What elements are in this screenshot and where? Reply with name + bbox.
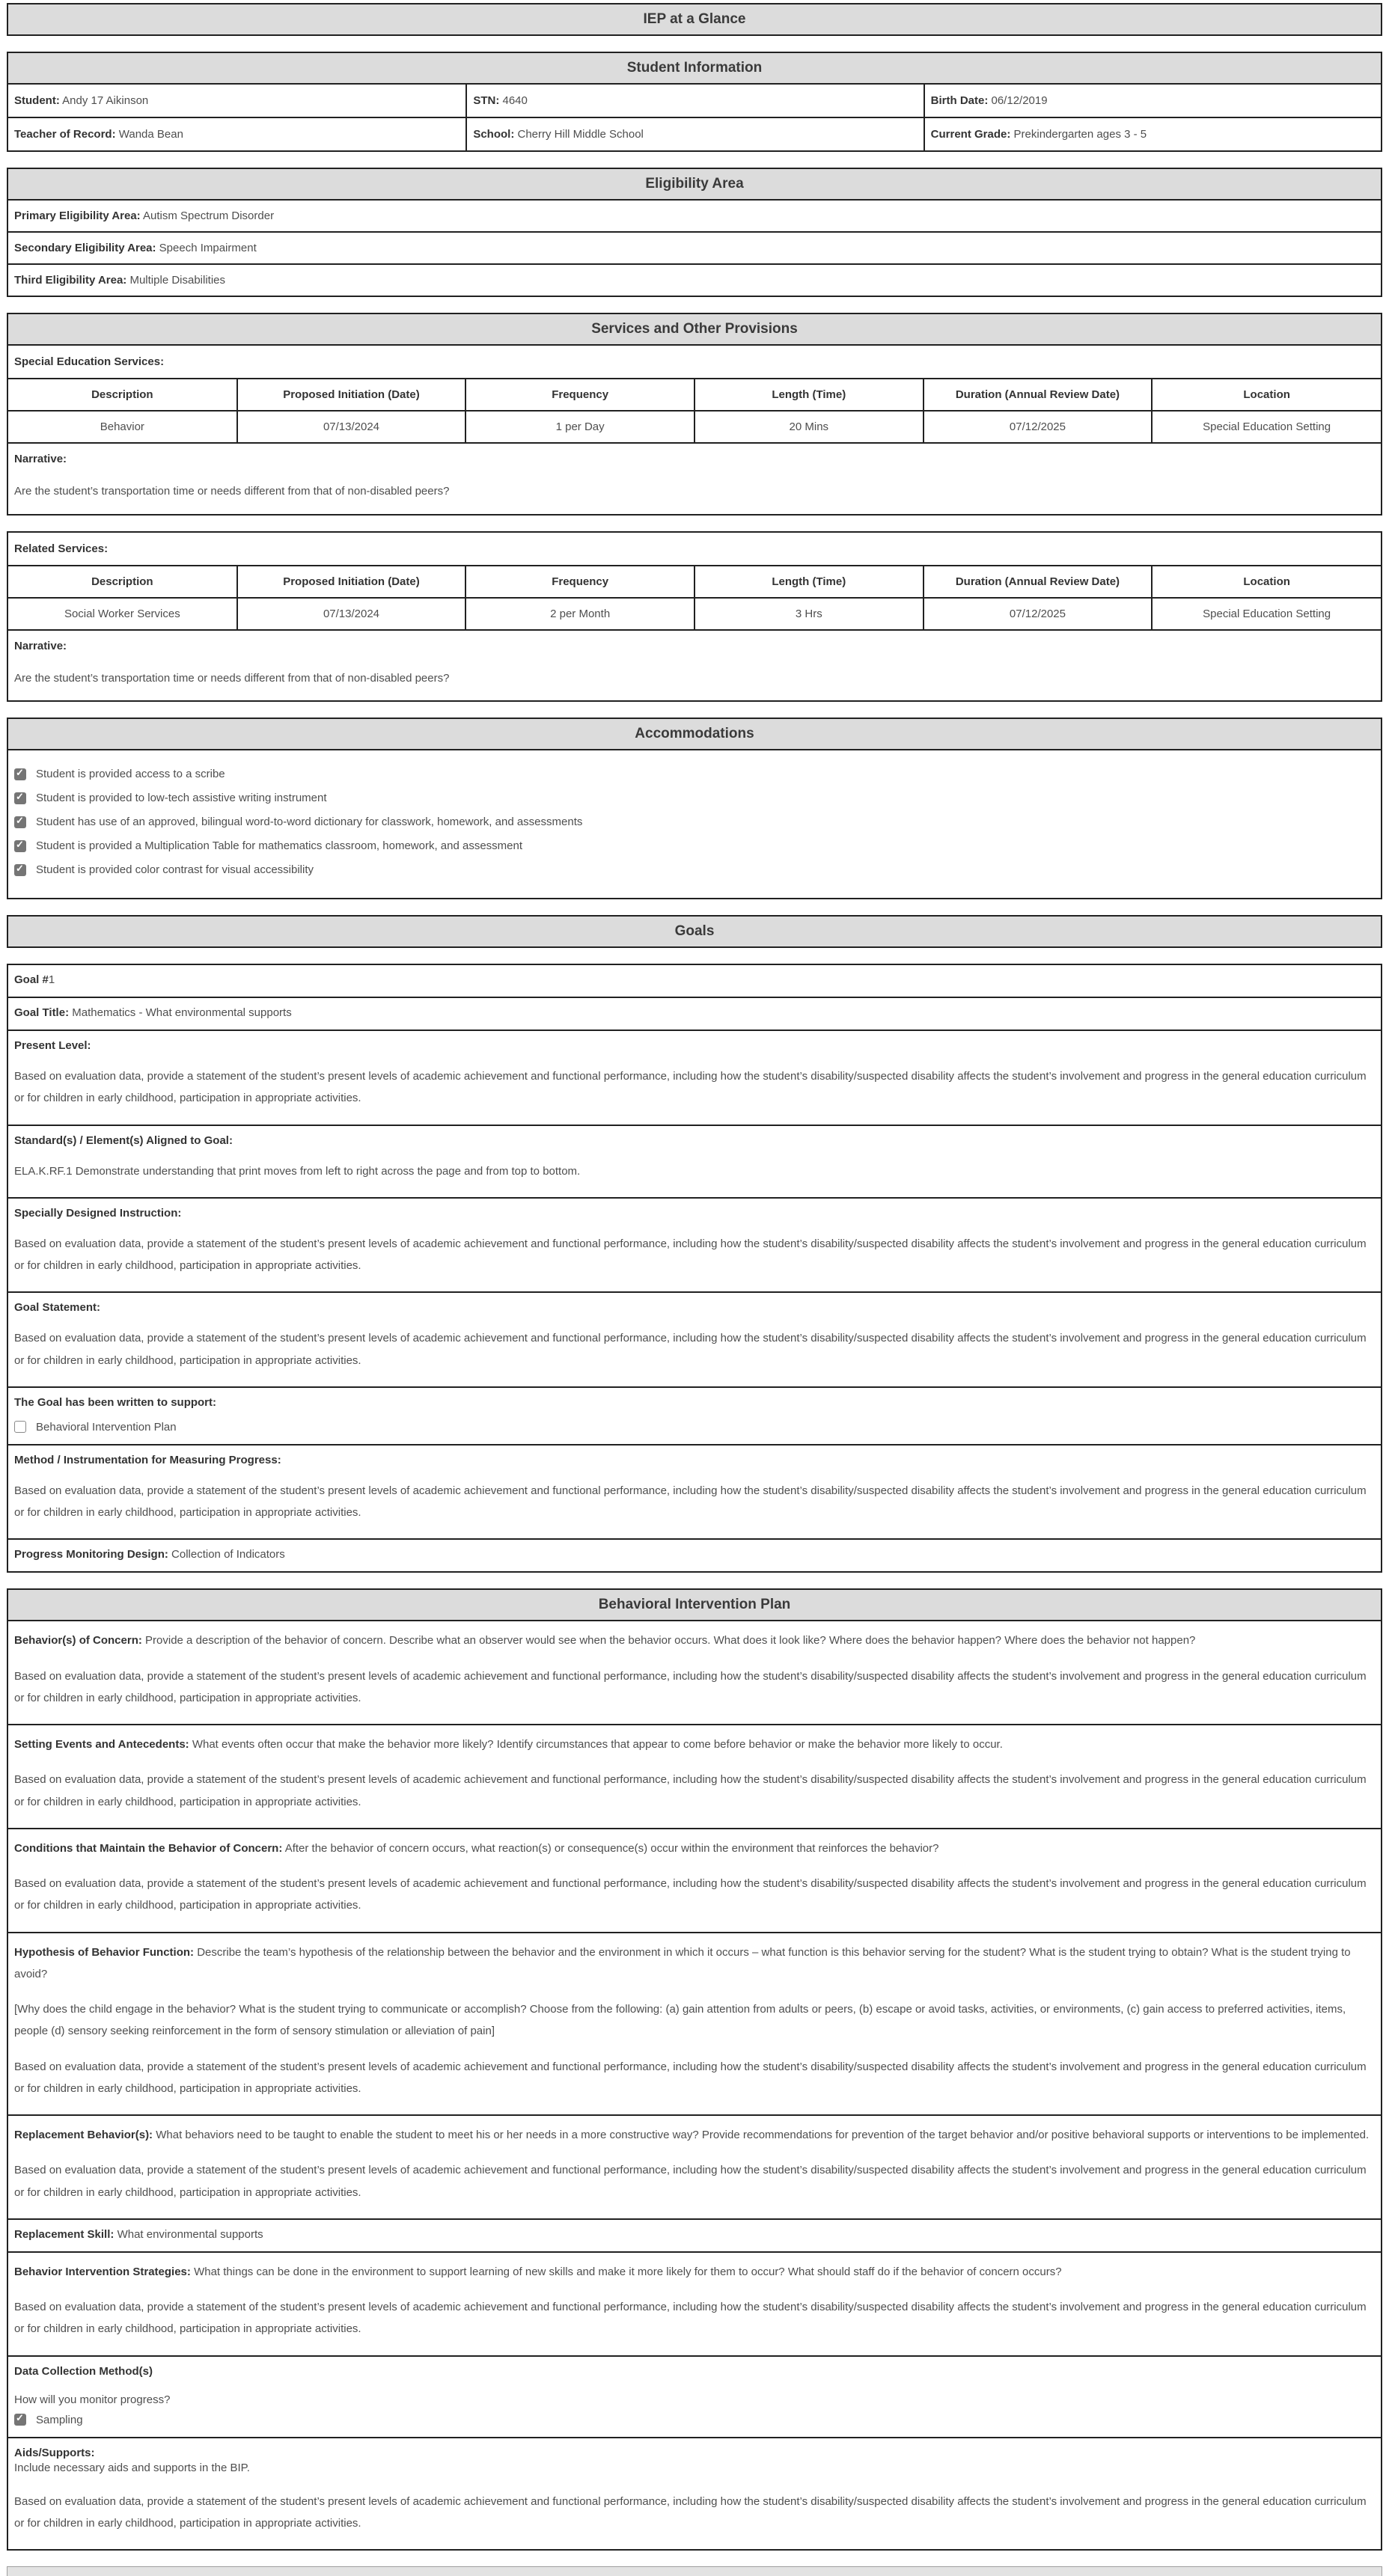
- boilerplate-text: Based on evaluation data, provide a statement of the student’s present levels of academic achievement and functional performance, including how the student’s disability/suspected disability affects the student’s involvement and progress in the general education curriculum or for children in early childhood, participation in appropriate activities.: [14, 1669, 1367, 1704]
- measuring-progress-row: [8, 1444, 1381, 1539]
- col-proposed-initiation: Proposed Initiation (Date): [237, 379, 466, 411]
- boilerplate-text: Based on evaluation data, provide a statement of the student’s present levels of academic achievement and functional performance, including how the student’s disability/suspected disability affects the student’s involvement and progress in the general education curriculum or for children in early childhood, participation in appropriate activities.: [14, 2301, 1367, 2336]
- bip-header: Behavioral Intervention Plan: [8, 1590, 1381, 1621]
- field-label: Goal Title:: [14, 1006, 70, 1019]
- student-information-section: [7, 52, 1382, 152]
- prompt-text: Describe the team’s hypothesis of the relationship between the behavior and the environment in which it occurs – what function is this behavior serving for the student? What is the student trying to obtain? What is the student trying to avoid?: [14, 1945, 1351, 1980]
- standards-row: [8, 1125, 1381, 1197]
- student-information-grid: [8, 85, 1381, 150]
- col-description: Description: [8, 566, 237, 598]
- prompt-line: [14, 1734, 1375, 1755]
- checkbox-label: Behavioral Intervention Plan: [36, 1420, 177, 1434]
- birth-date-field: [924, 85, 1381, 117]
- prompt-line: [14, 1630, 1375, 1651]
- field-value: Collection of Indicators: [171, 1548, 285, 1561]
- field-label: Aids/Supports:: [14, 2446, 95, 2459]
- field-label: Third Eligibility Area:: [14, 274, 127, 287]
- stn-field: [465, 85, 923, 117]
- narrative-label: Narrative:: [14, 453, 67, 465]
- table-header-row: [8, 379, 1381, 411]
- accommodation-label: Student is provided access to a scribe: [36, 768, 225, 780]
- accommodation-item: [14, 768, 1375, 780]
- goal-number-label: Goal #: [14, 973, 49, 986]
- data-collection-row: [8, 2355, 1381, 2437]
- field-value: Cherry Hill Middle School: [517, 128, 644, 141]
- accommodation-label: Student has use of an approved, bilingual word-to-word dictionary for classwork, homework, and assessments: [36, 816, 583, 828]
- related-services-label: Related Services:: [14, 542, 109, 555]
- checkbox[interactable]: [14, 864, 26, 876]
- field-label: STN:: [473, 94, 500, 107]
- field-label: Student:: [14, 94, 60, 107]
- cell-description: Behavior: [8, 411, 237, 443]
- present-level-row: [8, 1030, 1381, 1125]
- boilerplate-text: Based on evaluation data, provide a statement of the student’s present levels of academic achievement and functional performance, including how the student’s disability/suspected disability affects the student’s involvement and progress in the general education curriculum or for children in early childhood, participation in appropriate activities.: [14, 1332, 1367, 1367]
- monitor-progress-question: How will you monitor progress?: [14, 2393, 171, 2406]
- current-grade-field: [924, 117, 1381, 150]
- col-proposed-initiation: Proposed Initiation (Date): [237, 566, 466, 598]
- goal-number-value: 1: [48, 973, 55, 986]
- field-label: Method / Instrumentation for Measuring Progress:: [14, 1453, 281, 1466]
- field-value: Mathematics - What environmental supports: [72, 1006, 292, 1019]
- boilerplate-text: Based on evaluation data, provide a statement of the student’s present levels of academic achievement and functional performance, including how the student’s disability/suspected disability affects the student’s involvement and progress in the general education curriculum or for children in early childhood, participation in appropriate activities.: [14, 2494, 1367, 2530]
- col-frequency: Frequency: [465, 379, 694, 411]
- narrative-block: [8, 444, 1381, 514]
- field-value: Multiple Disabilities: [129, 274, 226, 287]
- field-label: Current Grade:: [930, 128, 1011, 141]
- goals-header: Goals: [8, 917, 1381, 946]
- boilerplate-text: Based on evaluation data, provide a statement of the student’s present levels of academic achievement and functional performance, including how the student’s disability/suspected disability affects the student’s involvement and progress in the general education curriculum or for children in early childhood, participation in appropriate activities.: [14, 1237, 1367, 1272]
- field-value: Autism Spectrum Disorder: [143, 209, 275, 222]
- teacher-of-record-field: [8, 117, 465, 150]
- cell-frequency: 1 per Day: [465, 411, 694, 443]
- field-label: Conditions that Maintain the Behavior of Concern:: [14, 1841, 283, 1855]
- replacement-behavior-row: [8, 2114, 1381, 2218]
- field-label: Primary Eligibility Area:: [14, 209, 141, 222]
- hypothesis-row: [8, 1932, 1381, 2115]
- col-length: Length (Time): [694, 566, 924, 598]
- cell-description: Social Worker Services: [8, 598, 237, 630]
- eligibility-header: Eligibility Area: [8, 169, 1381, 201]
- aids-text: Include necessary aids and supports in the BIP.: [14, 2461, 250, 2474]
- col-frequency: Frequency: [465, 566, 694, 598]
- checkbox[interactable]: [14, 816, 26, 828]
- goal-detail-section: [7, 964, 1382, 1573]
- checkbox[interactable]: [14, 2414, 26, 2426]
- prompt-line: [14, 1942, 1375, 1986]
- field-label: Behavior(s) of Concern:: [14, 1634, 142, 1648]
- cell-duration: 07/12/2025: [924, 598, 1153, 630]
- boilerplate-text: Based on evaluation data, provide a statement of the student’s present levels of academic achievement and functional performance, including how the student’s disability/suspected disability affects the student’s involvement and progress in the general education curriculum or for children in early childhood, participation in appropriate activities.: [14, 1877, 1367, 1912]
- goal-statement-row: [8, 1291, 1381, 1386]
- field-label: Teacher of Record:: [14, 128, 116, 141]
- specially-designed-instruction-row: [8, 1197, 1381, 1292]
- field-label: Setting Events and Antecedents:: [14, 1738, 189, 1751]
- goal-support-option: [14, 1421, 1375, 1434]
- title-box: [7, 3, 1382, 36]
- accommodation-label: Student is provided color contrast for visual accessibility: [36, 863, 314, 876]
- services-header: Services and Other Provisions: [8, 314, 1381, 346]
- primary-eligibility-row: [8, 201, 1381, 231]
- conditions-maintain-row: [8, 1828, 1381, 1932]
- cell-proposed-initiation: 07/13/2024: [237, 411, 466, 443]
- field-label: Birth Date:: [930, 94, 989, 107]
- boilerplate-text: Based on evaluation data, provide a statement of the student’s present levels of academic achievement and functional performance, including how the student’s disability/suspected disability affects the student’s involvement and progress in the general education curriculum or for children in early childhood, participation in appropriate activities.: [14, 1773, 1367, 1808]
- field-value: Wanda Bean: [118, 128, 183, 141]
- table-row: [8, 598, 1381, 630]
- field-label: Progress Monitoring Design:: [14, 1548, 168, 1561]
- accommodation-label: Student is provided a Multiplication Table for mathematics classroom, homework, and assessment: [36, 839, 523, 852]
- data-collection-option: [14, 2414, 1375, 2426]
- boilerplate-text: Based on evaluation data, provide a statement of the student’s present levels of academic achievement and functional performance, including how the student’s disability/suspected disability affects the student’s involvement and progress in the general education curriculum or for children in early childhood, participation in appropriate activities.: [14, 1070, 1367, 1105]
- field-label: Specially Designed Instruction:: [14, 1206, 182, 1220]
- prompt-text: What things can be done in the environment to support learning of new skills and make it more likely for them to occur? What should staff do if the behavior of concern occurs?: [194, 2265, 1062, 2278]
- progress-monitoring-design-row: [8, 1538, 1381, 1571]
- third-eligibility-row: [8, 263, 1381, 296]
- cell-frequency: 2 per Month: [465, 598, 694, 630]
- col-location: Location: [1152, 379, 1381, 411]
- narrative-text: Are the student’s transportation time or needs different from that of non-disabled peers?: [14, 485, 450, 498]
- narrative-label: Narrative:: [14, 639, 67, 652]
- field-value: Andy 17 Aikinson: [62, 94, 149, 107]
- field-label: Standard(s) / Element(s) Aligned to Goal:: [14, 1133, 233, 1147]
- eligibility-section: [7, 168, 1382, 297]
- narrative-block: [8, 631, 1381, 701]
- student-information-header: Student Information: [8, 53, 1381, 85]
- col-duration: Duration (Annual Review Date): [924, 379, 1153, 411]
- field-label: Hypothesis of Behavior Function:: [14, 1945, 195, 1959]
- prompt-text: After the behavior of concern occurs, what reaction(s) or consequence(s) occur within the environment that reinforces the behavior?: [284, 1841, 939, 1855]
- col-duration: Duration (Annual Review Date): [924, 566, 1153, 598]
- checkbox[interactable]: [14, 792, 26, 804]
- checkbox[interactable]: [14, 768, 26, 780]
- school-field: [465, 117, 923, 150]
- prompt-line: [14, 2261, 1375, 2283]
- accommodations-header: Accommodations: [8, 719, 1381, 750]
- accommodation-label: Student is provided to low-tech assistive writing instrument: [36, 792, 327, 804]
- goal-number-row: [8, 965, 1381, 997]
- accommodations-section: [7, 718, 1382, 899]
- goal-title-row: [8, 997, 1381, 1030]
- checkbox-label: Sampling: [36, 2413, 83, 2426]
- related-services-table: [8, 565, 1381, 631]
- boilerplate-text: Based on evaluation data, provide a statement of the student’s present levels of academic achievement and functional performance, including how the student’s disability/suspected disability affects the student’s involvement and progress in the general education curriculum or for children in early childhood, participation in appropriate activities.: [14, 2060, 1367, 2095]
- goals-header-box: [7, 915, 1382, 948]
- accommodation-item: [14, 839, 1375, 852]
- setting-events-row: [8, 1724, 1381, 1828]
- cell-duration: 07/12/2025: [924, 411, 1153, 443]
- behaviors-of-concern-row: [8, 1621, 1381, 1724]
- col-location: Location: [1152, 566, 1381, 598]
- prompt-line: [14, 2124, 1375, 2146]
- special-education-services-table: [8, 378, 1381, 444]
- col-length: Length (Time): [694, 379, 924, 411]
- field-label: The Goal has been written to support:: [14, 1395, 217, 1409]
- services-section: [7, 313, 1382, 515]
- cell-location: Special Education Setting: [1152, 598, 1381, 630]
- prompt-text: What behaviors need to be taught to enable the student to meet his or her needs in a more constructive way? Provide recommendations for prevention of the target behavior and/or positive behavioral supports or interventions to be implemented.: [156, 2129, 1370, 2141]
- field-label: Present Level:: [14, 1039, 91, 1052]
- cell-length: 3 Hrs: [694, 598, 924, 630]
- hypothesis-bracket-text: [Why does the child engage in the behavior? What is the student trying to communicate or accomplish? Choose from the following: (a) gain attention from adults or peers, (b) escape or avoid tasks, activities, or environments, (c) gain access to preferred activities, items, people (d) sensory seeking reinforcement in the form of sensory stimulation or alleviation of pain]: [14, 2003, 1346, 2038]
- related-services-section: [7, 531, 1382, 703]
- behavioral-intervention-plan-section: [7, 1588, 1382, 2551]
- field-value: Prekindergarten ages 3 - 5: [1013, 128, 1147, 141]
- intervention-strategies-row: [8, 2251, 1381, 2355]
- boilerplate-text: Based on evaluation data, provide a statement of the student’s present levels of academic achievement and functional performance, including how the student’s disability/suspected disability affects the student’s involvement and progress in the general education curriculum or for children in early childhood, participation in appropriate activities.: [14, 1484, 1367, 1519]
- standards-text: ELA.K.RF.1 Demonstrate understanding that print moves from left to right across the page and from top to bottom.: [14, 1164, 581, 1178]
- field-value: What environmental supports: [117, 2227, 263, 2241]
- page-title: IEP at a Glance: [8, 4, 1381, 34]
- prompt-text: Provide a description of the behavior of concern. Describe what an observer would see when the behavior occurs. What does it look like? Where does the behavior happen? Where does the behavior not happen?: [145, 1634, 1196, 1648]
- accommodation-item: [14, 863, 1375, 876]
- field-label: Data Collection Method(s): [14, 2364, 153, 2378]
- field-label: Replacement Skill:: [14, 2227, 115, 2241]
- col-description: Description: [8, 379, 237, 411]
- replacement-skill-row: [8, 2218, 1381, 2251]
- secondary-eligibility-row: [8, 231, 1381, 263]
- cell-length: 20 Mins: [694, 411, 924, 443]
- table-header-row: [8, 566, 1381, 598]
- boilerplate-text: Based on evaluation data, provide a statement of the student’s present levels of academic achievement and functional performance, including how the student’s disability/suspected disability affects the student’s involvement and progress in the general education curriculum or for children in early childhood, participation in appropriate activities.: [14, 2164, 1367, 2199]
- cell-location: Special Education Setting: [1152, 411, 1381, 443]
- special-education-services-label: Special Education Services:: [14, 355, 165, 368]
- field-value: 4640: [502, 94, 528, 107]
- next-section-header-partial: [7, 2566, 1382, 2576]
- field-label: Secondary Eligibility Area:: [14, 242, 156, 254]
- field-label: Behavior Intervention Strategies:: [14, 2265, 191, 2278]
- field-value: Speech Impairment: [159, 242, 257, 254]
- table-row: [8, 411, 1381, 443]
- prompt-line: [14, 1838, 1375, 1859]
- student-field: [8, 85, 465, 117]
- field-label: School:: [473, 128, 515, 141]
- narrative-text: Are the student’s transportation time or needs different from that of non-disabled peers?: [14, 671, 450, 685]
- field-value: 06/12/2019: [991, 94, 1048, 107]
- cell-proposed-initiation: 07/13/2024: [237, 598, 466, 630]
- field-label: Goal Statement:: [14, 1301, 101, 1315]
- accommodations-list: [8, 750, 1381, 898]
- checkbox[interactable]: [14, 840, 26, 852]
- aids-supports-row: [8, 2437, 1381, 2550]
- accommodation-item: [14, 816, 1375, 828]
- accommodation-item: [14, 792, 1375, 804]
- field-label: Replacement Behavior(s):: [14, 2129, 153, 2141]
- prompt-text: What events often occur that make the behavior more likely? Identify circumstances that appear to come before behavior or make the behavior more likely to occur.: [192, 1738, 1003, 1751]
- goal-support-row: [8, 1386, 1381, 1444]
- checkbox[interactable]: [14, 1421, 26, 1433]
